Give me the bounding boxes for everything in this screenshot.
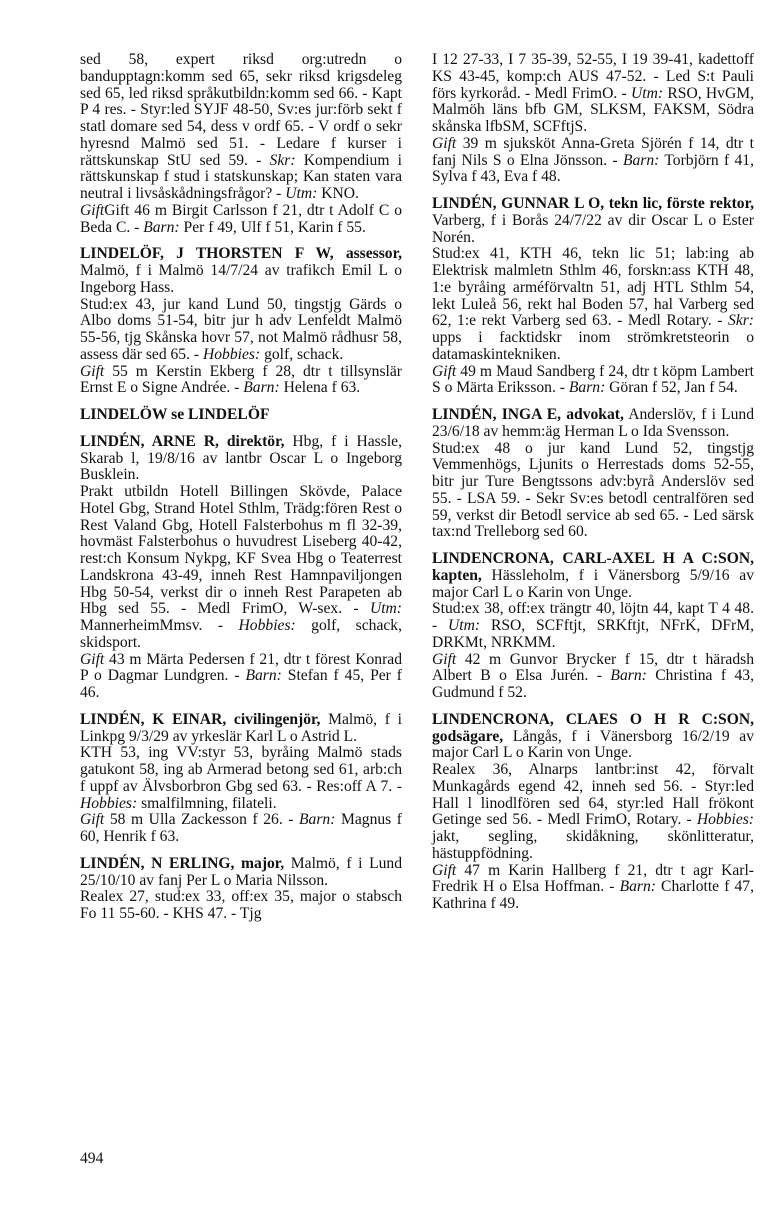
utm-text: KNO.: [317, 185, 359, 202]
entry-body: Prakt utbildn Hotell Billingen Skövde, Palace Hotel Gbg, Strand Hotel Sthlm, Trädg:fören Rest o Rest Valand Gbg, Hotell Falsterbohus m fl 32-39, hovmäst Falsterbohus o huvudrest Liseberg 40-42, rest:ch Konsum Nykpg, KF Svea Hbg o Teaterrest Landskrona 43-49, inneh Rest Hamnpaviljongen Hbg 50-54, verkst dir o inneh Rest Parapeten ab Hbg sed 55. - Medl FrimO, W-sex. -: [80, 483, 402, 618]
entry-continued: [80, 52, 402, 236]
utm-label: Utm:: [285, 185, 318, 202]
barn-label: Barn:: [245, 667, 282, 685]
entry-lindelof-thorsten: [80, 246, 402, 397]
barn-text: Helena f 63.: [279, 379, 361, 397]
gift-text: 47 m Karin Hallberg f 21, dtr t agr Karl-Fredrik H o Elsa Hoffman. -: [432, 861, 754, 896]
barn-label: Barn:: [610, 667, 647, 685]
entry-heading: LINDELÖW se LINDELÖF: [80, 406, 270, 423]
entry-body: Stud:ex 43, jur kand Lund 50, tingstjg Gärds o Albo doms 51-54, bitr jur h adv Lenfeldt Malmö 55-56, tjg Skånska hovr 57, not Malmö rådhusr 58, assess där sed 65. -: [80, 295, 402, 363]
barn-text: Magnus f 60, Henrik f 63.: [80, 811, 402, 845]
entry-heading: LINDENCRONA, CARL-AXEL H A C:SON, kapten,: [432, 550, 754, 584]
hobbies-label: Hobbies:: [696, 811, 754, 829]
hobbies-label: Hobbies:: [238, 617, 296, 634]
entry-text: [80, 434, 402, 484]
entry-text: [80, 856, 402, 890]
gift-label: Gift: [432, 650, 457, 668]
gift-label: Gift: [432, 861, 457, 879]
entry-text: [432, 136, 754, 186]
entry-text: [80, 52, 402, 203]
gift-text: 49 m Maud Sandberg f 24, dtr t köpm Lambert S o Märta Eriksson. -: [432, 362, 754, 397]
entry-lindelow-reference: [80, 407, 402, 424]
entry-text: [432, 441, 754, 542]
entry-heading: LINDÉN, N ERLING, major,: [80, 854, 285, 872]
barn-label: Barn:: [243, 379, 280, 397]
barn-label: Barn:: [619, 878, 656, 896]
barn-text: Stefan f 45, Per f 46.: [80, 667, 402, 701]
barn-text: Torbjörn f 41, Sylva f 43, Eva f 48.: [432, 151, 754, 186]
skr-text: Kompendium i rättskunskap f stud i statskunskap; Kan staten vara neutral i livsåskådningsfrågor? -: [80, 151, 402, 202]
entry-body: Stud:ex 38, off:ex trängtr 40, löjtn 44, kapt T 4 48. -: [432, 600, 754, 634]
hobbies-text: golf, schack, skidsport.: [80, 617, 402, 651]
gift-text: 55 m Kerstin Ekberg f 28, dtr t tillsynslär Ernst E o Signe Andrée. -: [80, 362, 402, 397]
entry-intro: Långås, f i Vänersborg 16/2/19 av major Carl L o Karin von Unge.: [432, 727, 754, 762]
entry-intro: Malmö, f i Malmö 14/7/24 av trafikch Emil L o Ingeborg Hass.: [80, 262, 402, 296]
entry-body: Realex 27, stud:ex 33, off:ex 35, major o stabsch Fo 11 55-60. - KHS 47. - Tjg: [80, 888, 402, 922]
gift-label: Gift: [432, 362, 457, 380]
gift-text: Gift 46 m Birgit Carlsson f 21, dtr t Adolf C o Beda C. -: [80, 201, 402, 236]
entry-lindencrona-claes: [432, 712, 754, 913]
gift-text: 58 m Ulla Zackesson f 26. -: [104, 811, 300, 829]
utm-text: RSO, HvGM, Malmöh läns bfb GM, SLKSM, FAKSM, Södra skånska lfbSM, SCFftjS.: [432, 84, 754, 135]
utm-label: Utm:: [631, 84, 664, 102]
utm-label: Utm:: [369, 600, 402, 618]
barn-text: Göran f 52, Jan f 54.: [605, 379, 738, 397]
barn-label: Barn:: [143, 218, 180, 236]
gift-label: Gift: [80, 650, 105, 668]
entry-heading: LINDÉN, INGA E, advokat,: [432, 406, 624, 423]
entry-text: [432, 762, 754, 863]
entry-heading: LINDENCRONA, CLAES O H R C:SON, godsägare,: [432, 710, 754, 745]
entry-text: [432, 364, 754, 398]
skr-text: upps i facktidskr inom strömkretsteorin o datamaskintekniken.: [432, 329, 754, 363]
entry-intro: Hässleholm, f i Vänersborg 5/9/16 av major Carl L o Karin von Unge.: [432, 566, 754, 601]
gift-text: 43 m Märta Pedersen f 21, dtr t förest Konrad P o Dagmar Lundgren. -: [80, 650, 402, 685]
page-number: 494: [80, 1150, 104, 1167]
utm-text: RSO, SCFftjt, SRKftjt, NFrK, DFrM, DRKMt, NRKMM.: [432, 617, 754, 651]
entry-intro: Hbg, f i Hassle, Skarab l, 19/8/16 av lantbr Oscar L o Ingeborg Busklein.: [80, 432, 402, 484]
gift-label: Gift: [80, 811, 105, 829]
barn-label: Barn:: [299, 811, 336, 829]
entry-linden-erling: [80, 856, 402, 923]
entry-text: [432, 712, 754, 762]
entry-linden-erling-continued: [432, 52, 754, 186]
hobbies-label: Hobbies:: [203, 345, 261, 363]
entry-text: [80, 203, 402, 237]
barn-text: Christina f 43, Gudmund f 52.: [432, 667, 755, 701]
entry-intro: Varberg, f i Borås 24/7/22 av dir Oscar L o Ester Norén.: [432, 211, 754, 246]
entry-text: [432, 407, 754, 441]
entry-body: Stud:ex 41, KTH 46, tekn lic 51; lab:ing ab Elektrisk malmletn Sthlm 46, forskn:ass KTH 48, 1:e byråing arméförvaltn 51, adj HTL Sthlm 54, lekt Luleå 56, rekt hal Boden 57, hal Varberg sed 62, 1:e rekt Varberg sed 63. - Medl Rotary. -: [432, 245, 754, 330]
entry-text: [80, 812, 402, 846]
entry-text: [80, 889, 402, 923]
entry-text: [80, 652, 402, 702]
barn-text: Charlotte f 47, Kathrina f 49.: [432, 878, 754, 912]
utm-label: Utm:: [448, 617, 481, 634]
entry-body: sed 58, expert riksd org:utredn o bandupptagn:komm sed 65, sekr riksd krigsdeleg sed 65, led riksd språkutbildn:komm sed 66. - Kapt P 4 res. - Styr:led SYJF 48-50, Sv:es jur:förb sekt f statl domare sed 54, dess v ordf 65. - V ordf o sekr hyresnd Malmö sed 51. - Ledare f kurser i rättskunskap StU sed 59. -: [80, 51, 402, 169]
entry-linden-gunnar: [432, 196, 754, 397]
gift-label: Gift: [432, 134, 457, 152]
skr-label: Skr:: [269, 151, 296, 169]
entry-body: I 12 27-33, I 7 35-39, 52-55, I 19 39-41, kadettoff KS 43-45, komp:ch AUS 47-52. - Led S:t Pauli förs kyrkoråd. - Medl FrimO. -: [432, 51, 754, 102]
entry-heading: LINDÉN, GUNNAR L O, tekn lic, förste rektor,: [432, 195, 754, 212]
entry-heading: LINDÉN, K EINAR, civilingenjör,: [80, 710, 321, 728]
entry-text: [432, 246, 754, 363]
entry-text: [80, 246, 402, 296]
hobbies-label: Hobbies:: [80, 794, 138, 812]
utm-text: MannerheimMmsv. -: [80, 617, 239, 634]
entry-body: KTH 53, ing VV:styr 53, byråing Malmö stads gatukont 58, ing ab Armerad betong sed 61, arb:ch f uppf av Älvsborbron Gbg sed 63. - Res:off A 7. -: [80, 744, 402, 795]
entry-text: [80, 407, 402, 424]
gift-label: Gift: [80, 362, 105, 380]
entry-intro: Malmö, f i Lund 25/10/10 av fanj Per L o Maria Nilsson.: [80, 854, 402, 889]
entry-heading: LINDÉN, ARNE R, direktör,: [80, 432, 285, 450]
hobbies-text: golf, schack.: [260, 345, 344, 363]
skr-label: Skr:: [728, 312, 754, 330]
entry-intro: Malmö, f i Linkpg 9/3/29 av yrkeslär Karl L o Astrid L.: [80, 710, 402, 745]
entry-body: Realex 36, Alnarps lantbr:inst 42, förvalt Munkagårds egend 42, inneh sed 56. - Styr:led Hall l linodlfören sed 64, styr:led Hall frökont Getinge sed 56. - Medl FrimO, Rotary. -: [432, 761, 754, 829]
barn-label: Barn:: [622, 151, 660, 169]
entry-heading: LINDELÖF, J THORSTEN F W, assessor,: [80, 245, 402, 263]
right-column: [432, 52, 754, 923]
entry-text: [432, 52, 754, 136]
entry-body: Stud:ex 48 o jur kand Lund 52, tingstjg Vemmenhögs, Ljunits o Herrestads doms 52-55, bitr jur Ture Bengtssons adv:byrå Anderslöv sed 55. - LSA 59. - Sekr Sv:es betodl centralfören sed 59, verkst dir Betodl service ab sed 65. - Led särsk tax:nd Trelleborg sed 60.: [432, 439, 754, 541]
barn-text: Per f 49, Ulf f 51, Karin f 55.: [179, 218, 366, 236]
entry-linden-inga: [432, 407, 754, 541]
entry-text: [432, 196, 754, 246]
gift-text: 42 m Gunvor Brycker f 15, dtr t häradsh Albert B o Elsa Jurén. -: [432, 650, 754, 685]
hobbies-text: smalfilmning, filateli.: [137, 794, 277, 812]
gift-label: Gift: [80, 201, 105, 219]
entry-text: [80, 745, 402, 812]
entry-text: [80, 712, 402, 746]
gift-text: 39 m sjuksköt Anna-Greta Sjörén f 14, dtr t fanj Nils S o Elna Jönsson. -: [432, 134, 754, 169]
entry-text: [432, 652, 754, 702]
entry-linden-einar: [80, 712, 402, 846]
entry-text: [432, 863, 754, 913]
barn-label: Barn:: [568, 379, 606, 397]
entry-text: [80, 364, 402, 398]
entry-text: [80, 484, 402, 652]
entry-linden-arne: [80, 434, 402, 702]
entry-text: [432, 601, 754, 651]
entry-text: [432, 551, 754, 601]
entry-intro: Anderslöv, f i Lund 23/6/18 av hemm:äg Herman L o Ida Svensson.: [432, 406, 755, 440]
left-column: [80, 52, 402, 933]
entry-lindencrona-carl-axel: [432, 551, 754, 702]
hobbies-text: jakt, segling, skidåkning, skönlitteratur, hästuppfödning.: [432, 828, 754, 862]
entry-text: [80, 297, 402, 364]
